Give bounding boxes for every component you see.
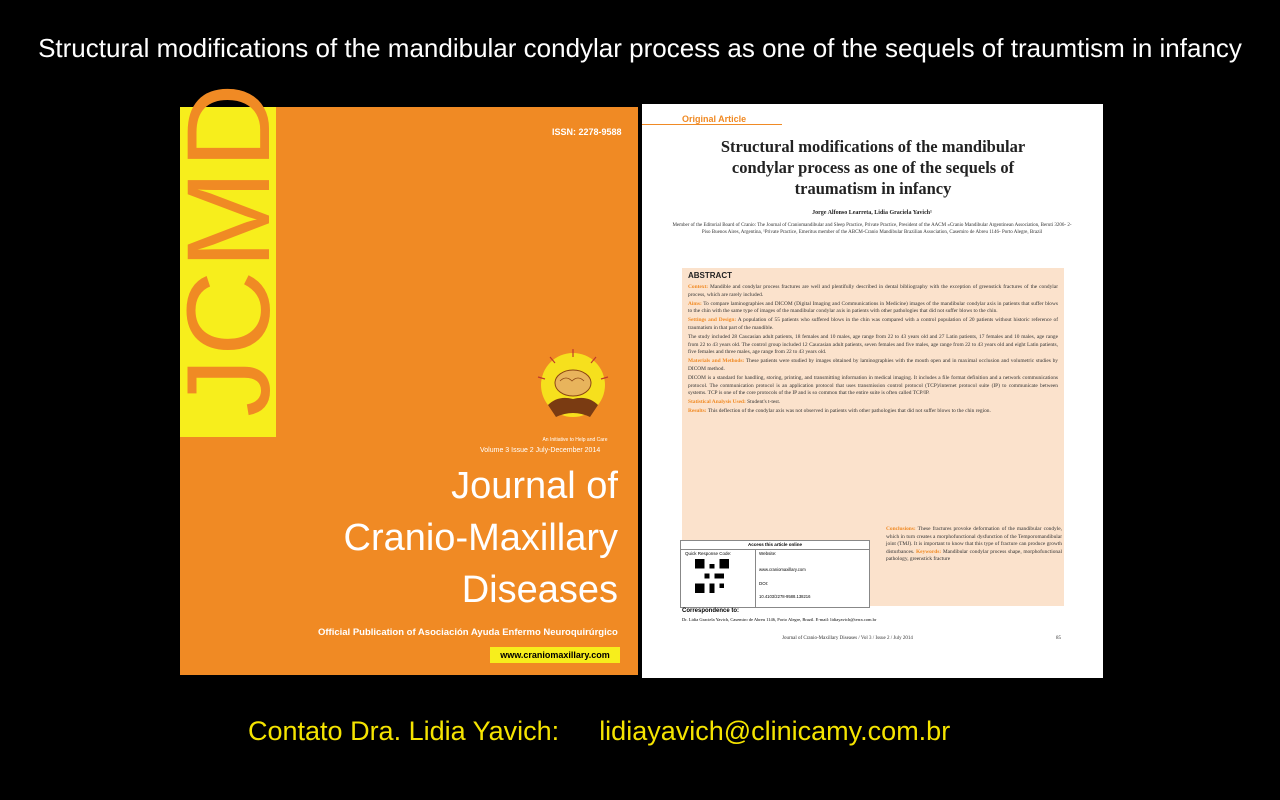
correspondence-heading: Correspondence to: [682,608,740,614]
doi-value: 10.4103/2278-9588.138216 [759,594,811,599]
cover-issn: ISSN: 2278-9588 [552,127,622,137]
keywords-text: Mandibular condylar process shape, morphofunctional pathology, greenstick fracture [886,548,1062,563]
dicom-text: DICOM is a standard for handling, storing, printing, and transmitting information in medical imaging. It includes a file format definition and a network communications protocol. The communication protocol is an application protocol that uses transmission control protocol (TCP)/internet protocol suite (IP) to communicate between systems. TCP is one of the core protocols of the IP and is so common that the entire suite is often called TCP/IP. [688,375,1058,397]
article-title: Structural modifications of the mandibular condylar process as one of the sequels of traumatism in infancy [720,137,1026,198]
page-footer: Journal of Cranio-Maxillary Diseases / Vol 3 / Issue 2 / July 2014 [782,636,913,641]
methods-label: Materials and Methods: [688,358,745,365]
conclusions-text: These fractures provoke deformation of the mandibular condyle, which in turn creates a morphofunctional dysfunction of the Temporomandibular joint (TMJ). It is important to know that this type of fracture can produce growth disturbances. [886,526,1062,555]
qr-label: Quick Response Code: [685,551,732,556]
journal-cover [163,81,638,675]
brain-hands-icon [530,345,616,437]
contact-label: Contato Dra. Lidia Yavich: [248,716,560,746]
website-value: www.craniomaxillary.com [759,567,806,572]
article-section: Original Article [682,114,747,124]
results-text: This deflection of the condylar axis was not observed in patients with other pathologies that did not suffer blows to the chin region. [707,408,991,415]
aims-text: To compare laminographies and DICOM (Digital Imaging and Communications in Medicine) images of the mandibular condylar axis in patients that suffer blows to the chin with the same type of images of the mandibular condylar axis in patients with other pathologies that did not suffer blows to the chin. [688,300,1058,315]
context-text: Mandible and condylar process fractures are well and plentifully described in dental bibliography with the exception of greenstick fractures of the condylar process, which are rarely included. [688,284,1058,298]
cover-title-line-1: Journal of [451,465,618,507]
stats-text: Student's t-test. [747,399,781,406]
study-text: The study included 28 Caucasian adult patients, 18 females and 10 males, age range from 22 to 43 years old and 27 Latin patients, 17 females and 10 males, age range from 22 to 43 years old. The control group included 12 Caucasian adult patients, seven females and five males, age range from 22 to 43 years old and eight Latin patients, five females and three males, age range from 22 to 43 years old. [688,334,1058,356]
qr-code-icon [695,559,729,593]
cover-title-line-2: Cranio-Maxillary [343,517,618,559]
settings-text: A population of 55 patients who suffered blows in the chin was compared with a control population of 20 patients without historic reference of traumatism in that part of the mandible. [688,317,1058,331]
keywords-label: Keywords: [915,548,942,555]
abstract-heading: ABSTRACT [688,271,732,280]
cover-url: www.craniomaxillary.com [490,647,620,663]
cover-title-line-3: Diseases [461,569,618,611]
methods-text: These patients were studied by images obtained by laminographies with the mouth open and in maximal occlusion and volumetric studies by DICOM method. [688,358,1058,372]
stats-label: Statistical Analysis Used: [688,399,746,406]
website-label: Website: [759,551,777,556]
conclusions-block [886,526,1062,564]
page-number: 85 [1056,636,1061,641]
article-page [642,104,1103,678]
contact-line [248,716,950,747]
cover-official-publication: Official Publication of Asociación Ayuda Enfermo Neuroquirúrgico [318,627,618,638]
results-label: Results: [688,408,707,415]
access-online-box [680,540,870,608]
cover-logo-caption: An Initiative to Help and Care [542,437,608,443]
contact-email: lidiayavich@clinicamy.com.br [599,716,951,746]
access-divider [755,549,756,607]
access-title: Access this article online [681,541,869,550]
abstract-body [688,284,1058,418]
article-authors: Jorge Alfonso Learreta, Lidia Graciela Yavich¹ [812,210,932,216]
slide-title: Structural modifications of the mandibular condylar process as one of the sequels of traumtism in infancy [38,33,1242,63]
article-affiliation: Member of the Editorial Board of Cranio: The Journal of Craniomandibular and Sleep Practice, Private Practice, President of the AACM «Cranio Mandibular Argentinean Association, Beruti 3206- 2-Piso Buenos Aires, Argentina, ¹Private Practice, Emeritus member of the ABCM-Cranio Mandibular Brazilian Association, Casemiro de Abreu 1146- Porto Alegre, Brazil [672,223,1072,235]
correspondence-text: Dr. Lidia Graciela Yavich, Casemiro de Abreu 1146, Porto Alegre, Brazil. E-mail: lidiayavich@terra.com.br [682,617,877,622]
cover-jcmd-logo: JCMD [163,81,295,417]
settings-label: Settings and Design: [688,317,737,324]
section-rule [642,124,782,125]
cover-volume: Volume 3 Issue 2 July-December 2014 [480,447,601,454]
conclusions-label: Conclusions: [886,526,916,532]
context-label: Context: [688,284,709,290]
doi-label: DOI: [759,581,769,586]
aims-label: Aims: [688,300,702,307]
